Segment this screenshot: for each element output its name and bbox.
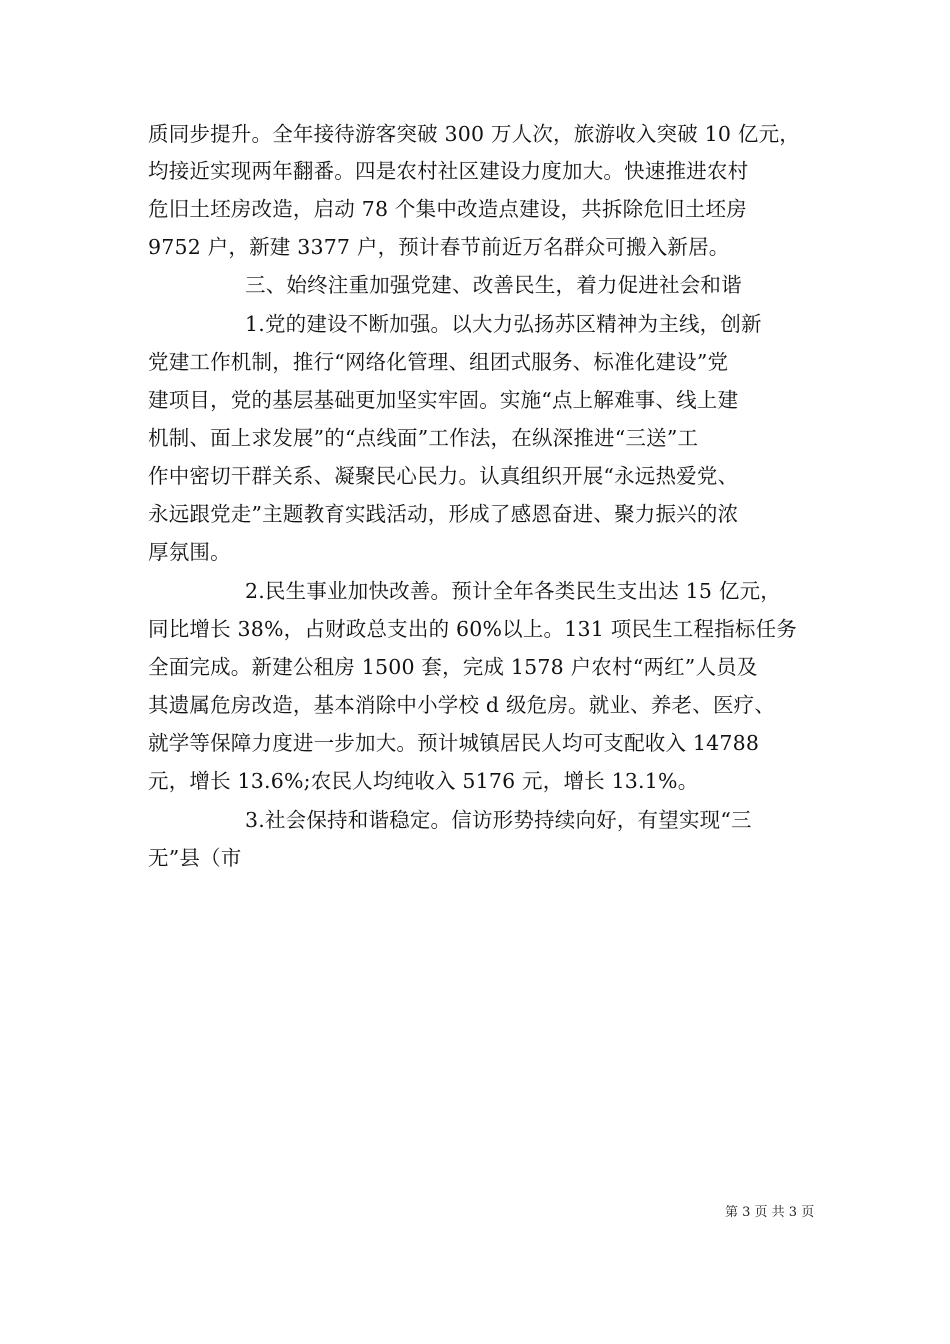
text-line: 质同步提升。全年接待游客突破 300 万人次，旅游收入突破 10 亿元， xyxy=(148,122,800,146)
text-line: 1.党的建设不断加强。以大力弘扬苏区精神为主线，创新 xyxy=(245,312,762,336)
text-line: 2.民生事业加快改善。预计全年各类民生支出达 15 亿元， xyxy=(245,579,781,603)
text-line: 危旧土坯房改造，启动 78 个集中改造点建设，共拆除危旧土坯房 xyxy=(148,197,747,221)
text-line: 全面完成。新建公租房 1500 套，完成 1578 户农村“两红”人员及 xyxy=(148,655,758,679)
text-line: 无”县（市 xyxy=(148,846,242,870)
page-number-footer: 第 3 页 共 3 页 xyxy=(725,1205,815,1220)
text-line: 厚氛围。 xyxy=(148,540,231,564)
text-line: 永远跟党走”主题教育实践活动，形成了感恩奋进、聚力振兴的浓 xyxy=(148,502,739,526)
text-line: 同比增长 38%，占财政总支出的 60%以上。131 项民生工程指标任务 xyxy=(148,617,798,641)
text-line: 均接近实现两年翻番。四是农村社区建设力度加大。快速推进农村 xyxy=(148,159,749,183)
text-line: 3.社会保持和谐稳定。信访形势持续向好，有望实现“三 xyxy=(245,808,752,832)
text-line: 党建工作机制，推行“网络化管理、组团式服务、标准化建设”党 xyxy=(148,350,729,374)
text-line: 9752 户，新建 3377 户，预计春节前近万名群众可搬入新居。 xyxy=(148,235,730,259)
text-line: 其遗属危房改造，基本消除中小学校 d 级危房。就业、养老、医疗、 xyxy=(148,693,776,717)
text-line: 就学等保障力度进一步加大。预计城镇居民人均可支配收入 14788 xyxy=(148,731,760,755)
text-line: 机制、面上求发展”的“点线面”工作法，在纵深推进“三送”工 xyxy=(148,426,699,450)
text-line: 元，增长 13.6%;农民人均纯收入 5176 元，增长 13.1%。 xyxy=(148,769,699,793)
text-line: 建项目，党的基层基础更加坚实牢固。实施“点上解难事、线上建 xyxy=(148,388,739,412)
text-line: 作中密切干群关系、凝聚民心民力。认真组织开展“永远热爱党、 xyxy=(148,464,739,488)
section-heading: 三、始终注重加强党建、改善民生，着力促进社会和谐 xyxy=(245,273,742,297)
